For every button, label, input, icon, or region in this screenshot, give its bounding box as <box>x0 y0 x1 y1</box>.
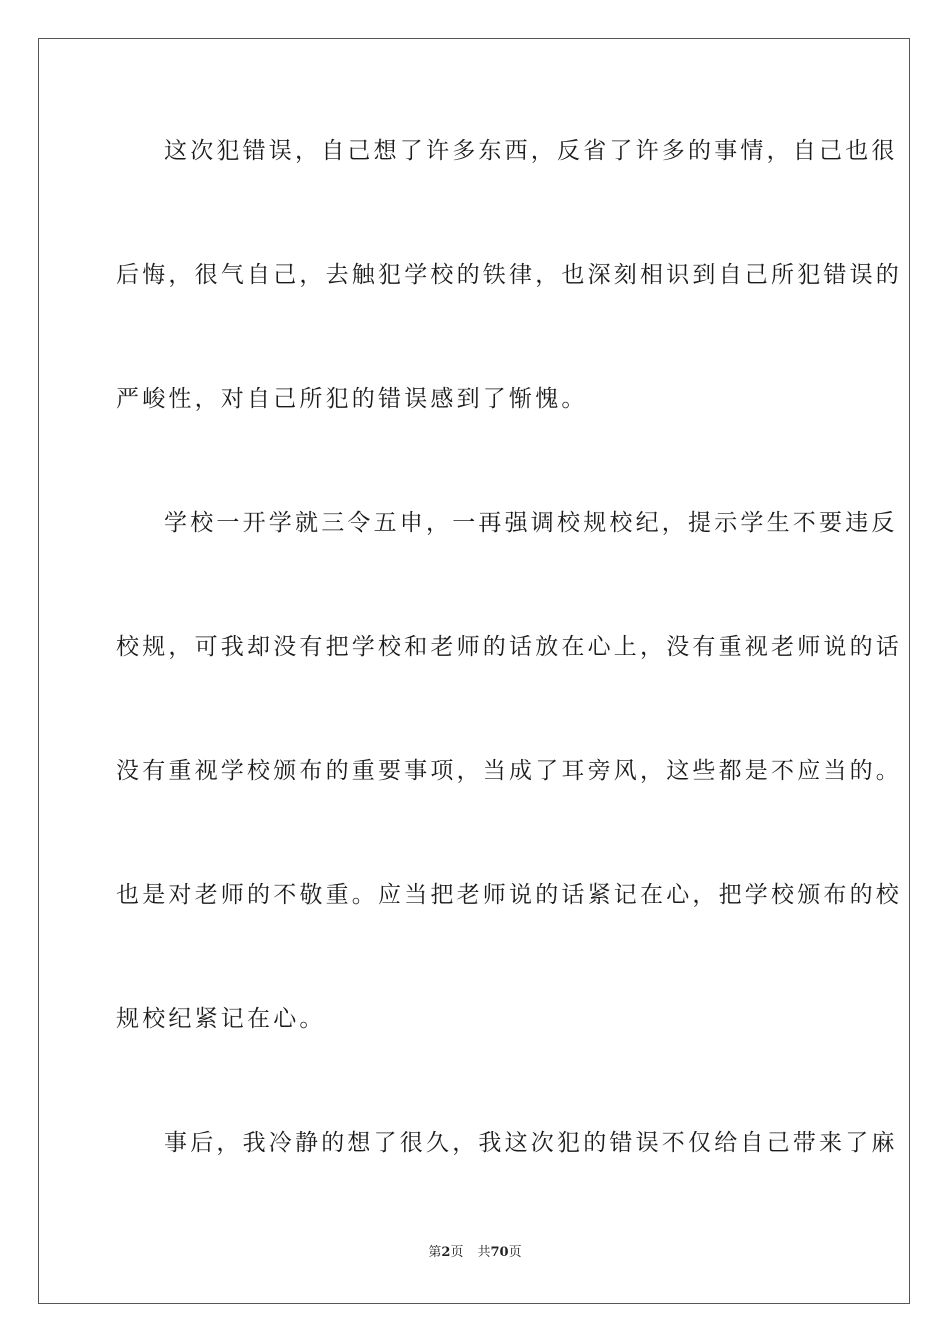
page-prefix: 第 <box>428 1245 442 1260</box>
page-border <box>38 38 910 1304</box>
paragraph-2-line-3: 没有重视学校颁布的重要事项，当成了耳旁风，这些都是不应当的。 <box>116 758 902 784</box>
total-prefix: 共 <box>477 1245 491 1260</box>
paragraph-2-line-2: 校规，可我却没有把学校和老师的话放在心上，没有重视老师说的话 <box>116 634 902 660</box>
paragraph-2-line-5: 规校纪紧记在心。 <box>116 1006 326 1032</box>
total-pages: 70 <box>490 1245 509 1260</box>
paragraph-2-line-4: 也是对老师的不敬重。应当把老师说的话紧记在心，把学校颁布的校 <box>116 882 902 908</box>
page-footer <box>0 1244 950 1262</box>
paragraph-3-line-1: 事后，我冷静的想了很久，我这次犯的错误不仅给自己带来了麻 <box>164 1130 898 1156</box>
paragraph-1-line-2: 后悔，很气自己，去触犯学校的铁律，也深刻相识到自己所犯错误的 <box>116 262 902 288</box>
paragraph-2-line-1: 学校一开学就三令五申，一再强调校规校纪，提示学生不要违反 <box>164 510 898 536</box>
paragraph-1-line-1: 这次犯错误，自己想了许多东西，反省了许多的事情，自己也很 <box>164 138 898 164</box>
paragraph-1-line-3: 严峻性，对自己所犯的错误感到了惭愧。 <box>116 386 588 412</box>
total-suffix: 页 <box>508 1245 522 1260</box>
page-suffix: 页 <box>450 1245 464 1260</box>
page-number: 2 <box>441 1245 451 1260</box>
